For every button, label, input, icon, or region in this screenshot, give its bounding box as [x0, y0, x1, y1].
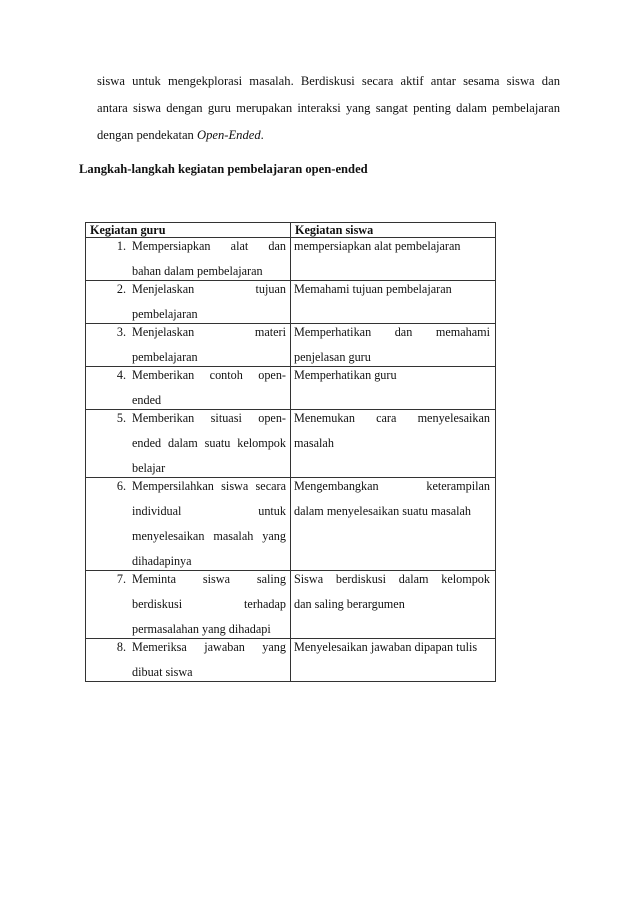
guru-cell: [86, 281, 291, 324]
table-row: [86, 478, 496, 571]
siswa-text: Mengembangkan keterampilan: [294, 479, 490, 493]
guru-text: menyelesaikan masalah yang: [132, 529, 286, 543]
siswa-cell: [291, 639, 496, 682]
siswa-cell: [291, 324, 496, 367]
siswa-text: Siswa berdiskusi dalam kelompok: [294, 572, 490, 586]
row-number: 7.: [116, 572, 126, 586]
siswa-text: mempersiapkan alat pembelajaran: [294, 239, 461, 253]
guru-text: bahan dalam pembelajaran: [132, 264, 263, 278]
siswa-cell: [291, 571, 496, 639]
guru-text: Menjelaskan tujuan: [132, 282, 286, 296]
row-number: 4.: [116, 368, 126, 382]
intro-line-3: [97, 122, 560, 149]
guru-cell: [86, 410, 291, 478]
siswa-text: dan saling berargumen: [294, 597, 405, 611]
guru-text: Mempersiapkan alat dan: [132, 239, 286, 253]
table-row: [86, 639, 496, 682]
guru-text: dibuat siswa: [132, 665, 193, 679]
guru-text: pembelajaran: [132, 350, 198, 364]
header-kegiatan-siswa: Kegiatan siswa: [291, 223, 496, 238]
header-kegiatan-guru: Kegiatan guru: [86, 223, 291, 238]
guru-text: ended dalam suatu kelompok: [132, 436, 286, 450]
guru-cell: [86, 478, 291, 571]
intro-line-3-suffix: .: [260, 128, 264, 142]
row-number: 8.: [116, 640, 126, 654]
intro-line-3-emphasis: Open-Ended: [197, 128, 261, 142]
guru-text: berdiskusi terhadap: [132, 597, 286, 611]
guru-cell: [86, 571, 291, 639]
table-row: [86, 367, 496, 410]
table-row: [86, 410, 496, 478]
row-number: 3.: [116, 325, 126, 339]
siswa-cell: [291, 410, 496, 478]
row-number: 5.: [116, 411, 126, 425]
guru-cell: [86, 324, 291, 367]
table-row: [86, 324, 496, 367]
siswa-text: Menyelesaikan jawaban dipapan tulis: [294, 640, 478, 654]
intro-line-3-prefix: dengan pendekatan: [97, 128, 198, 142]
siswa-cell: [291, 238, 496, 281]
guru-text: dihadapinya: [132, 554, 192, 568]
guru-text: individual untuk: [132, 504, 286, 518]
row-number: 2.: [116, 282, 126, 296]
intro-line-2: antara siswa dengan guru merupakan interaksi yang sangat penting dalam pembelajaran: [97, 101, 560, 115]
guru-cell: [86, 639, 291, 682]
guru-text: Mempersilahkan siswa secara: [132, 479, 286, 493]
siswa-text: masalah: [294, 436, 334, 450]
guru-text: ended: [132, 393, 162, 407]
siswa-text: Menemukan cara menyelesaikan: [294, 411, 490, 425]
guru-cell: [86, 367, 291, 410]
guru-text: Memberikan contoh open-: [132, 368, 286, 382]
siswa-cell: [291, 478, 496, 571]
siswa-cell: [291, 367, 496, 410]
siswa-text: Memperhatikan guru: [294, 368, 397, 382]
guru-text: Meminta siswa saling: [132, 572, 286, 586]
intro-line-1: siswa untuk mengekplorasi masalah. Berdiskusi secara aktif antar sesama siswa dan: [97, 74, 560, 88]
guru-text: Memeriksa jawaban yang: [132, 640, 286, 654]
table-row: [86, 571, 496, 639]
siswa-text: penjelasan guru: [294, 350, 371, 364]
siswa-cell: [291, 281, 496, 324]
guru-text: belajar: [132, 461, 166, 475]
table-row: [86, 238, 496, 281]
table-header-row: [86, 223, 496, 238]
guru-text: Menjelaskan materi: [132, 325, 286, 339]
row-number: 1.: [116, 239, 126, 253]
activity-table: [85, 222, 496, 682]
guru-text: Memberikan situasi open-: [132, 411, 286, 425]
intro-paragraph: [97, 68, 560, 149]
siswa-text: dalam menyelesaikan suatu masalah: [294, 504, 471, 518]
guru-cell: [86, 238, 291, 281]
siswa-text: Memperhatikan dan memahami: [294, 325, 490, 339]
row-number: 6.: [116, 479, 126, 493]
guru-text: permasalahan yang dihadapi: [132, 622, 271, 636]
siswa-text: Memahami tujuan pembelajaran: [294, 282, 452, 296]
section-heading: Langkah-langkah kegiatan pembelajaran open-ended: [79, 162, 368, 176]
guru-text: pembelajaran: [132, 307, 198, 321]
table-row: [86, 281, 496, 324]
